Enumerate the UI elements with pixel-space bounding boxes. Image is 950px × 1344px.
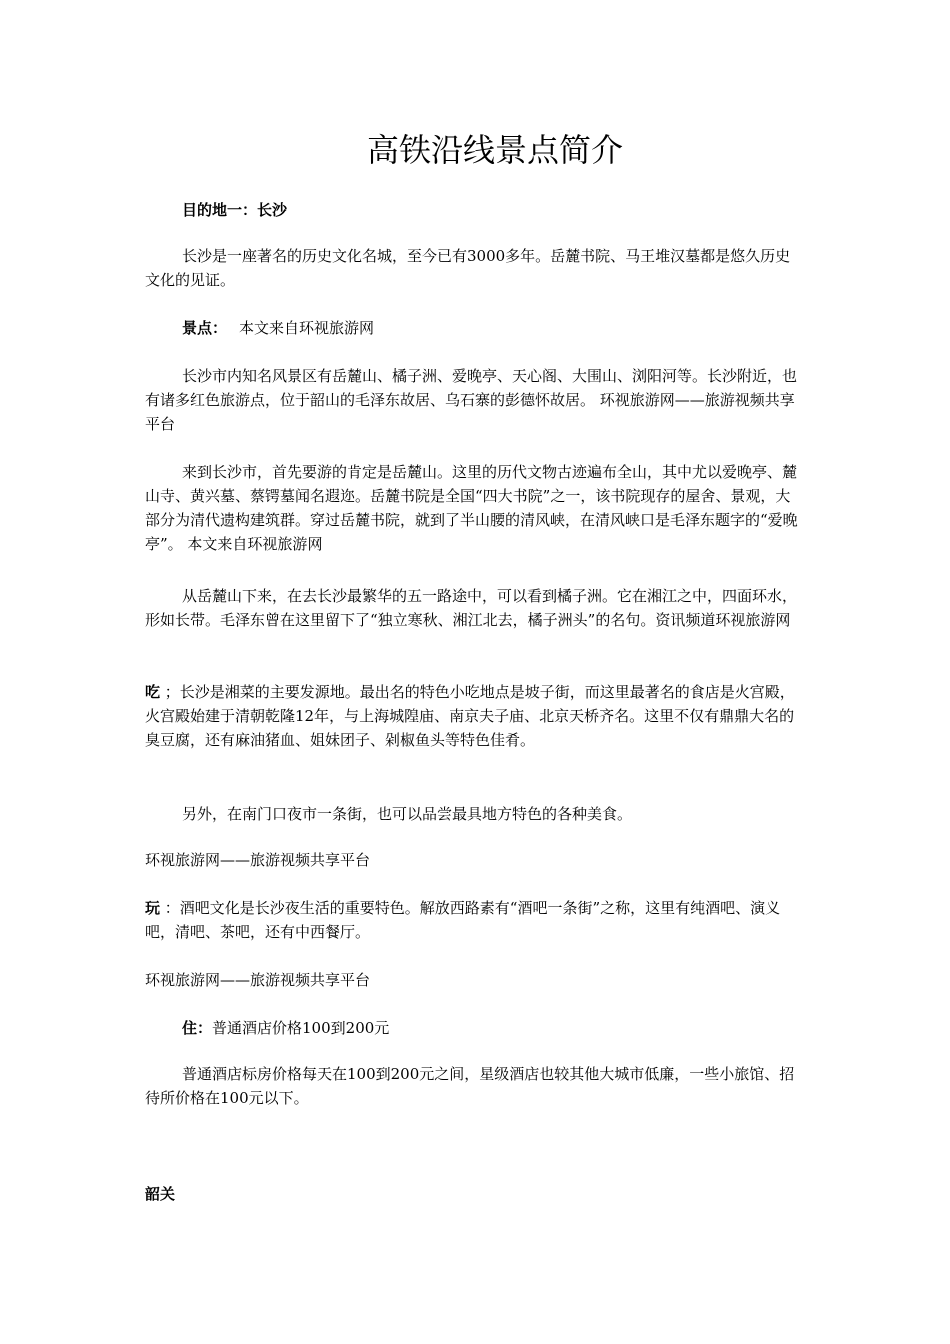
destination-heading: 目的地一：长沙 (182, 201, 288, 219)
play-label: 玩 (145, 899, 161, 917)
stay-label: 住： (182, 1019, 213, 1037)
document-title: 高铁沿线景点简介 (366, 131, 623, 169)
credit-line-1: 环视旅游网——旅游视频共享平台 (145, 851, 371, 869)
scenic-note: 本文来自环视旅游网 (239, 319, 375, 337)
eat-label: 吃 (145, 683, 161, 701)
play-paragraph (145, 896, 805, 944)
stay-detail-paragraph: 普通酒店标房价格每天在100到200元之间，星级酒店也较其他大城市低廉，一些小旅馆、招待所价格在100元以下。 (145, 1065, 795, 1107)
scenic-paragraph-2: 来到长沙市，首先要游的肯定是岳麓山。这里的历代文物古迹遍布全山，其中尤以爱晚亭、麓山寺、黄兴墓、蔡锷墓闻名遐迩。岳麓书院是全国“四大书院”之一，该书院现存的屋舍、景观，大部分为清代遗构建筑群。穿过岳麓书院，就到了半山腰的清风峡，在清风峡口是毛泽东题字的“爱晚亭”。 本文来自环视旅游网 (145, 463, 798, 553)
scenic-line (145, 316, 805, 340)
next-destination-heading: 韶关 (145, 1185, 176, 1203)
play-text: ：酒吧文化是长沙夜生活的重要特色。解放西路素有“酒吧一条街”之称，这里有纯酒吧、演义吧，清吧、茶吧，还有中西餐厅。 (145, 899, 781, 941)
scenic-paragraph-1: 长沙市内知名风景区有岳麓山、橘子洲、爱晚亭、天心阁、大围山、浏阳河等。长沙附近，也有诸多红色旅游点，位于韶山的毛泽东故居、乌石寨的彭德怀故居。 环视旅游网——旅游视频共享平台 (145, 367, 798, 433)
stay-line (145, 1016, 805, 1040)
eat-paragraph (145, 680, 805, 752)
scenic-label: 景点： (182, 319, 228, 337)
credit-line-2: 环视旅游网——旅游视频共享平台 (145, 971, 371, 989)
stay-text: 普通酒店价格100到200元 (212, 1019, 390, 1037)
eat-extra-paragraph: 另外，在南门口夜市一条街，也可以品尝最具地方特色的各种美食。 (182, 805, 633, 823)
scenic-paragraph-3: 从岳麓山下来，在去长沙最繁华的五一路途中，可以看到橘子洲。它在湘江之中，四面环水，形如长带。毛泽东曾在这里留下了“独立寒秋、湘江北去，橘子洲头”的名句。资讯频道环视旅游网 (145, 587, 798, 629)
eat-text: ；长沙是湘菜的主要发源地。最出名的特色小吃地点是坡子街，而这里最著名的食店是火宫殿，火宫殿始建于清朝乾隆12年，与上海城隍庙、南京夫子庙、北京天桥齐名。这里不仅有鼎鼎大名的臭豆腐，还有麻油猪血、姐妹团子、剁椒鱼头等特色佳肴。 (145, 683, 795, 749)
intro-paragraph: 长沙是一座著名的历史文化名城，至今已有3000多年。岳麓书院、马王堆汉墓都是悠久历史文化的见证。 (145, 247, 791, 289)
